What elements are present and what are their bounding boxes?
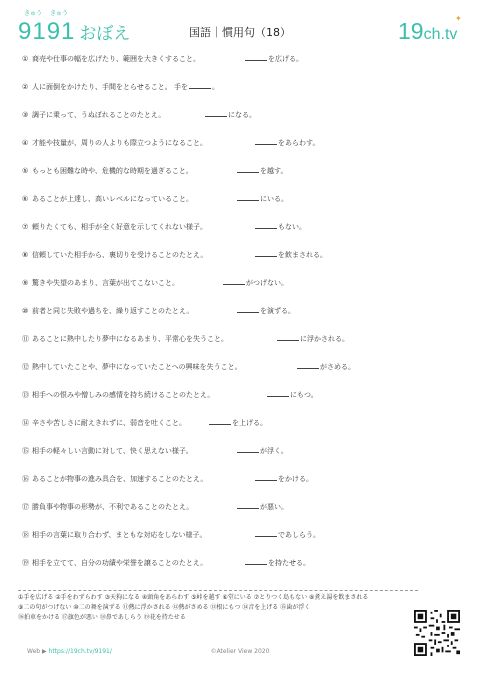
answer-suffix: がさめる。	[320, 363, 355, 371]
answer-suffix: が悪い。	[260, 503, 288, 511]
question-text: 勝負事や物事の形勢が、不利であることのたとえ。	[32, 503, 194, 511]
site-logo-main: 19	[398, 18, 424, 44]
blank-line	[277, 334, 299, 341]
answer-suffix: になる。	[228, 111, 256, 119]
question-text: あることが上達し、高いレベルになっていること。	[32, 195, 193, 203]
logo-furigana-1: きゅう	[24, 10, 43, 17]
logo-digits: 9191	[18, 18, 76, 45]
question-item	[22, 446, 462, 464]
question-item	[22, 418, 462, 436]
blank-line	[189, 82, 211, 89]
blank-line	[205, 110, 227, 117]
answer-slot	[222, 278, 288, 288]
answer-suffix: にもつ。	[290, 391, 318, 399]
blank-line	[245, 54, 267, 61]
answer-slot	[236, 502, 288, 512]
question-number: ⑬	[22, 391, 29, 399]
blank-line	[237, 166, 259, 173]
question-number: ⑯	[22, 475, 29, 483]
question-number: ⑥	[22, 195, 29, 203]
answer-suffix: に浮かされる。	[300, 335, 349, 343]
answer-slot	[236, 306, 295, 316]
answer-suffix: がつげない。	[246, 279, 288, 287]
answer-key-line: ①手を広げる ②手をわずらわす ③天狗になる ④頭角をあらわす ⑤峠を越す ⑥堂にいる ⑦とりつく島もない ⑧煮え湯を飲まされる	[18, 594, 369, 601]
question-text: 前者と同じ失敗や過ちを、繰り返すことのたとえ。	[32, 307, 194, 315]
question-text: 相手を立てて、自分の功績や栄誉を譲ることのたとえ。	[32, 559, 208, 567]
copyright: ©Atelier View 2020	[210, 648, 270, 655]
blank-line	[237, 194, 259, 201]
answer-slot	[236, 446, 288, 456]
question-item	[22, 54, 462, 72]
answer-suffix: 。	[212, 83, 220, 91]
question-text: 相手への恨みや憎しみの感情を持ち続けることのたとえ。	[32, 391, 215, 399]
question-number: ⑲	[22, 559, 29, 567]
blank-line	[237, 502, 259, 509]
header	[0, 0, 480, 48]
answer-slot	[254, 222, 306, 232]
answer-slot	[254, 250, 327, 260]
question-number: ⑪	[22, 335, 29, 343]
question-number: ⑭	[22, 419, 29, 427]
question-item	[22, 222, 462, 240]
blank-line	[255, 250, 277, 257]
question-number: ⑦	[22, 223, 29, 231]
question-item	[22, 250, 462, 268]
blank-line	[255, 222, 277, 229]
answer-suffix: を越す。	[260, 167, 288, 175]
question-number: ⑧	[22, 251, 29, 259]
question-item	[22, 334, 462, 352]
logo-kana: おぼえ	[79, 24, 131, 44]
question-number: ⑫	[22, 363, 29, 371]
question-text: 相手の軽々しい言動に対して、快く思えない様子。	[32, 447, 193, 455]
site-logo-suffix: ch.tv	[423, 26, 458, 43]
answer-suffix: を飲まされる。	[278, 251, 327, 259]
answer-slot	[254, 474, 313, 484]
web-label: Web ▶	[27, 648, 47, 655]
answer-slot	[276, 334, 349, 344]
question-text: 才能や技量が、周りの人よりも際立つようになること。	[32, 139, 207, 147]
question-item	[22, 82, 462, 100]
question-text: あることに熱中したり夢中になるあまり、平常心を失うこと。	[32, 335, 228, 343]
answer-slot	[296, 362, 355, 372]
question-text: 相手の言葉に取り合わず、まともな対応をしない様子。	[32, 531, 207, 539]
answer-slot	[266, 390, 318, 400]
answer-slot	[244, 558, 310, 568]
question-number: ③	[22, 111, 29, 119]
blank-line	[237, 446, 259, 453]
answer-slot	[236, 194, 288, 204]
question-item	[22, 558, 462, 576]
footer	[0, 648, 480, 668]
star-icon: ✦	[455, 14, 462, 23]
answer-suffix: もない。	[278, 223, 306, 231]
blank-line	[255, 530, 277, 537]
web-url[interactable]: https://19ch.tv/9191/	[48, 648, 112, 655]
question-item	[22, 502, 462, 520]
question-number: ②	[22, 83, 29, 91]
answer-slot	[204, 110, 256, 120]
answer-slot	[244, 54, 303, 64]
question-number: ⑱	[22, 531, 29, 539]
question-item	[22, 138, 462, 156]
answer-suffix: をあらわす。	[278, 139, 320, 147]
question-number: ④	[22, 139, 29, 147]
answer-suffix: が浮く。	[260, 447, 288, 455]
question-item	[22, 474, 462, 492]
question-text: 驚きや失望のあまり、言葉が出てこないこと。	[32, 279, 179, 287]
logo-furigana-2: きゅう	[50, 10, 69, 17]
answer-suffix: をかける。	[278, 475, 313, 483]
answer-key-line: ⑨二の句がつげない ⑩二の舞を演ずる ⑪熱に浮かされる ⑫熱がさめる ⑬根にもつ ⑭音を上げる ⑮歯が浮く	[18, 604, 311, 611]
question-text: 人に面倒をかけたり、手間をとらせること。 手を	[32, 83, 189, 91]
question-number: ⑮	[22, 447, 29, 455]
answer-suffix: を広げる。	[268, 55, 303, 63]
answer-slot	[208, 418, 267, 428]
question-item	[22, 110, 462, 128]
site-logo-19ch[interactable]	[398, 14, 462, 45]
question-text: 頼りたくても、相手が全く好意を示してくれない様子。	[32, 223, 207, 231]
blank-line	[209, 418, 231, 425]
blank-line	[297, 362, 319, 369]
question-item	[22, 390, 462, 408]
question-text: あることが物事の進み具合を、加速することのたとえ。	[32, 475, 208, 483]
answer-suffix: にいる。	[260, 195, 288, 203]
answer-key-line: ⑯拍車をかける ⑰旗色が悪い ⑱鼻であしらう ⑲花を持たせる	[18, 614, 186, 621]
answer-slot	[236, 166, 287, 176]
question-text: 調子に乗って、うぬぼれることのたとえ。	[32, 111, 166, 119]
question-text: 信頼していた相手から、裏切りを受けることのたとえ。	[32, 251, 208, 259]
answer-suffix: であしらう。	[278, 531, 320, 539]
page-title: 国語｜慣用句（18）	[189, 26, 291, 39]
answer-slot	[254, 530, 320, 540]
question-text: 商売や仕事の幅を広げたり、範囲を大きくすること。	[32, 55, 200, 63]
question-number: ⑩	[22, 307, 29, 315]
answer-suffix: を上げる。	[232, 419, 267, 427]
answer-slot	[254, 138, 319, 148]
question-number: ⑨	[22, 279, 29, 287]
answer-suffix: を演ずる。	[260, 307, 295, 315]
blank-line	[245, 558, 267, 565]
answer-suffix: を持たせる。	[268, 559, 310, 567]
blank-line	[255, 138, 277, 145]
question-text: 辛さや苦しさに耐えきれずに、弱音を吐くこと。	[32, 419, 186, 427]
question-text: 熱中していたことや、夢中になっていたことへの興味を失うこと。	[32, 363, 242, 371]
question-text: もっとも困難な時や、危機的な時期を過ぎること。	[32, 167, 193, 175]
question-item	[22, 362, 462, 380]
question-item	[22, 194, 462, 212]
question-item	[22, 306, 462, 324]
answer-key	[18, 590, 418, 623]
blank-line	[255, 474, 277, 481]
blank-line	[223, 278, 245, 285]
question-number: ①	[22, 55, 29, 63]
blank-line	[267, 390, 289, 397]
question-item	[22, 166, 462, 184]
question-number: ⑤	[22, 167, 29, 175]
question-item	[22, 278, 462, 296]
question-item	[22, 530, 462, 548]
blank-line	[237, 306, 259, 313]
question-number: ⑰	[22, 503, 29, 511]
